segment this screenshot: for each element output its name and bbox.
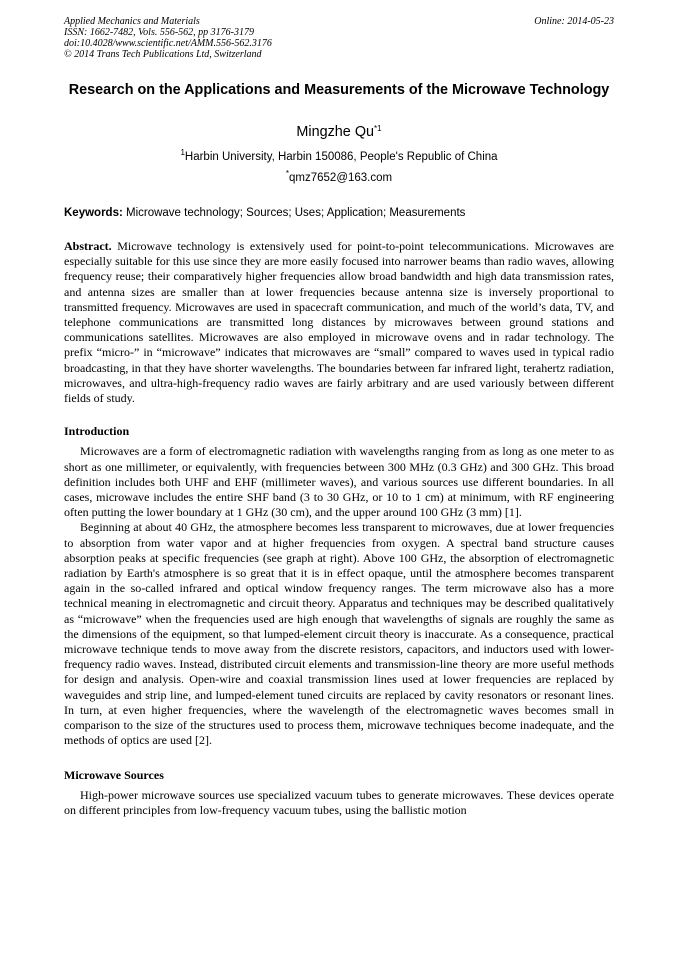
introduction-paragraph: Microwaves are a form of electromagnetic radiation with wavelengths ranging from as long as one meter to as short as one millimeter, or equivalently, with frequencies between 300 MHz (0.3 GHz) and 300 GHz. This broad definition includes both UHF and EHF (millimeter waves), and various sources use different boundaries. In all cases, microwave includes the entire SHF band (3 to 30 GHz, or 10 to 1 cm) at minimum, with RF engineering often putting the lower boundary at 1 GHz (30 cm), and the upper around 100 GHz (3 mm) [1].: [64, 444, 614, 520]
author-name: Mingzhe Qu: [296, 124, 375, 140]
affiliation-text: Harbin University, Harbin 150086, People's Republic of China: [184, 151, 498, 163]
copyright-line: © 2014 Trans Tech Publications Ltd, Switzerland: [64, 49, 262, 60]
abstract-label: Abstract.: [64, 239, 112, 253]
affiliation-marker: 1: [180, 148, 185, 157]
paper-title: Research on the Applications and Measurements of the Microwave Technology: [68, 82, 610, 98]
section-heading-introduction: Introduction: [64, 424, 130, 439]
section-heading-microwave-sources: Microwave Sources: [64, 767, 164, 782]
paper-body: [64, 239, 614, 818]
online-date: Online: 2014-05-23: [534, 16, 614, 27]
introduction-paragraph: Beginning at about 40 GHz, the atmosphere becomes less transparent to microwaves, due at lower frequencies to absorption from water vapor and at higher frequencies from oxygen. A spectral band structure causes absorption peaks at specific frequencies (see graph at right). Above 100 GHz, the absorption of electromagnetic radiation by Earth's atmosphere is so great that it is in effect opaque, until the atmosphere becomes transparent again in the so-called infrared and optical window frequency ranges. The term microwave also has a more technical meaning in electromagnetic and circuit theory. Apparatus and techniques may be described qualitatively as “microwave” when the frequencies used are high enough that wavelengths of signals are roughly the same as the dimensions of the equipment, so that lumped-element circuit theory is inaccurate. As a consequence, practical microwave technique tends to move away from the discrete resistors, capacitors, and inductors used with lower-frequency radio waves. Instead, distributed circuit elements and transmission-line theory are more useful methods for design and analysis. Open-wire and coaxial transmission lines used at lower frequencies are replaced by waveguides and strip line, and lumped-element tuned circuits are replaced by cavity resonators or resonant lines. In turn, at even higher frequencies, where the wavelength of the electromagnetic waves becomes small in comparison to the size of the structures used to process them, microwave techniques become inadequate, and the methods of optics are used [2].: [64, 520, 614, 748]
email-address[interactable]: qmz7652@163.com: [289, 172, 393, 184]
keywords-line: [64, 206, 614, 220]
abstract-text: Microwave technology is extensively used for point-to-point telecommunications. Microwaves are especially suitable for this use since they are more easily focused into narrower beams than radio waves, allowing frequency reuse; their comparatively higher frequencies allow broad bandwidth and high data transmission rates, and antenna sizes are smaller than at lower frequencies because antenna size is inversely proportional to transmitted frequency. Microwaves are used in spacecraft communication, and much of the world’s data, TV, and telephone communications are transmitted long distances by microwaves between ground stations and communications satellites. Microwaves are also employed in microwave ovens and in radar technology. The prefix “micro-” in “microwave” indicates that microwaves are “small” compared to waves used in typical radio broadcasting, in that they have shorter wavelengths. The boundaries between far infrared light, terahertz radiation, microwaves, and ultra-high-frequency radio waves are fairly arbitrary and are used variously between different fields of study.: [64, 239, 614, 406]
journal-header: [64, 16, 614, 60]
keywords-label: Keywords:: [64, 207, 123, 219]
abstract-paragraph: [64, 239, 614, 406]
doi-line: doi:10.4028/www.scientific.net/AMM.556-562.3176: [64, 38, 272, 49]
sources-paragraph: High-power microwave sources use specialized vacuum tubes to generate microwaves. These devices operate on different principles from low-frequency vacuum tubes, using the ballistic motion: [64, 787, 614, 817]
email-marker: *: [285, 169, 290, 178]
author-marker: *1: [374, 124, 382, 133]
author-line: [64, 123, 614, 141]
journal-name: Applied Mechanics and Materials: [64, 16, 200, 27]
affiliation-line: [64, 150, 614, 164]
issn-line: ISSN: 1662-7482, Vols. 556-562, pp 3176-3179: [64, 27, 254, 38]
email-line: [64, 171, 614, 185]
keywords-text: Microwave technology; Sources; Uses; Application; Measurements: [126, 207, 466, 219]
